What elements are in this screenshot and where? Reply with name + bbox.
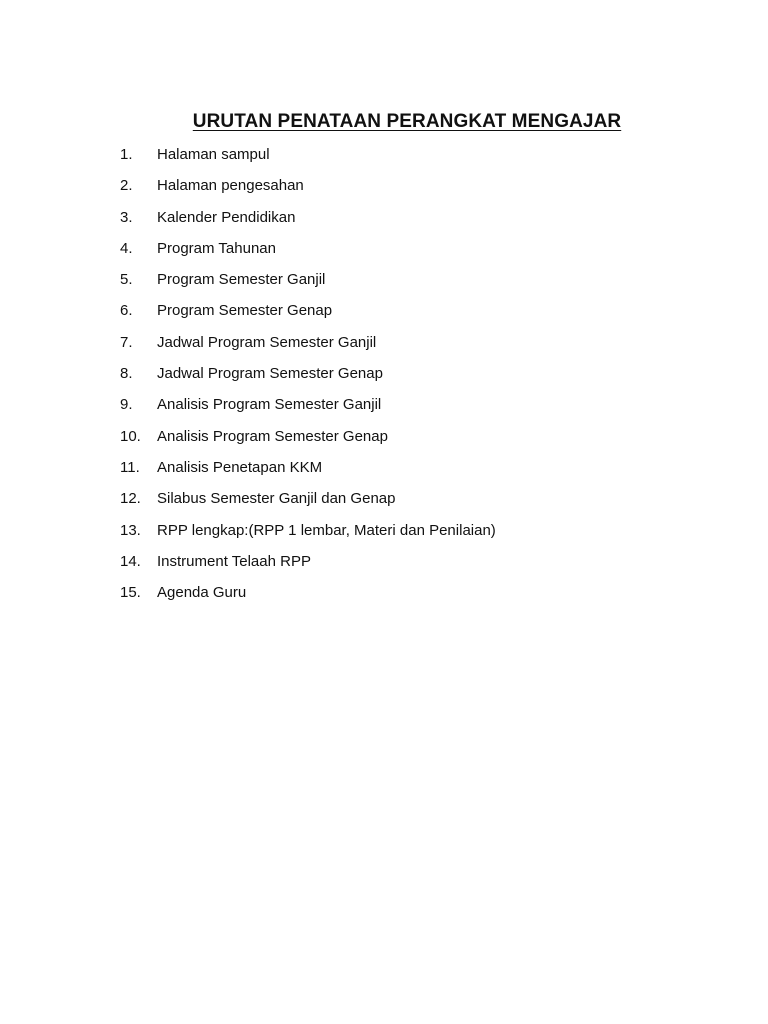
list-item-text: RPP lengkap:(RPP 1 lembar, Materi dan Penilaian) [157,521,496,539]
list-item-text: Analisis Program Semester Genap [157,427,388,445]
list-item-text: Jadwal Program Semester Genap [157,365,383,383]
list-item-text: Kalender Pendidikan [157,208,296,226]
list-item-text: Program Semester Genap [157,302,333,320]
list-item-text: Halaman pengesahan [157,177,304,195]
list-item [120,177,496,208]
list-item-number: 13. [120,521,141,539]
list-item [120,271,496,302]
ordered-list [120,146,496,615]
list-item-text: Analisis Program Semester Ganjil [157,396,382,414]
list-item-text: Analisis Penetapan KKM [157,458,323,476]
list-item-number: 9. [120,396,133,414]
list-item [120,240,496,271]
list-item-number: 3. [120,208,133,226]
list-item [120,365,496,396]
list-item [120,396,496,427]
list-item-number: 4. [120,239,133,257]
list-item [120,428,496,459]
list-item-number: 6. [120,302,133,320]
list-item-number: 14. [120,552,141,570]
document-title: URUTAN PENATAAN PERANGKAT MENGAJAR [192,111,622,132]
list-item [120,522,496,553]
list-item [120,209,496,240]
list-item-text: Halaman sampul [157,146,270,163]
list-item-number: 12. [120,490,141,508]
list-item-text: Instrument Telaah RPP [157,552,311,570]
list-item-text: Jadwal Program Semester Ganjil [157,333,377,351]
list-item [120,490,496,521]
list-item-text: Program Semester Ganjil [157,271,326,289]
list-item [120,584,496,615]
list-item-text: Program Tahunan [157,239,276,257]
list-item-number: 7. [120,333,133,351]
list-item-number: 2. [120,177,133,195]
list-item-number: 11. [120,458,140,476]
list-item-number: 10. [120,427,141,445]
list-item-number: 15. [120,584,141,602]
list-item-text: Silabus Semester Ganjil dan Genap [157,490,396,508]
list-item [120,302,496,333]
list-item-number: 8. [120,365,133,383]
list-item [120,553,496,584]
list-item [120,146,496,177]
list-item-number: 1. [120,146,133,163]
list-item-number: 5. [120,271,133,289]
list-item [120,459,496,490]
list-item-text: Agenda Guru [157,584,247,602]
list-item [120,334,496,365]
